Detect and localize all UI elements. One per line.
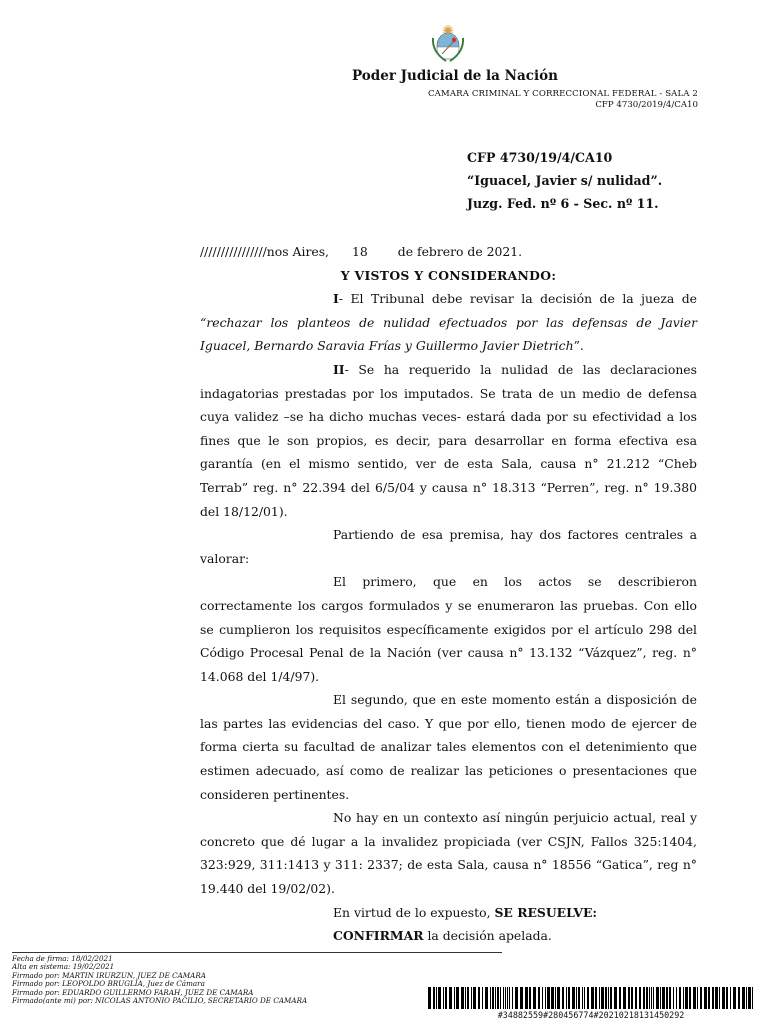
date-prefix: ////////////////nos Aires,: [200, 244, 329, 259]
signature-line: Alta en sistema: 19/02/2021: [12, 962, 115, 972]
signature-line: Firmado(ante mi) por: NICOLAS ANTONIO PACILIO, SECRETARIO DE CAMARA: [12, 996, 308, 1006]
paragraph-2: II- Se ha requerido la nulidad de las declaraciones indagatorias prestadas por los imputados. Se trata de un medio de defensa cuya validez –se ha dicho muchas veces- estará dada por su efectividad a los fines que le son propios, es decir, para desarrollar en forma efectiva esa garantía (en el mismo sentido, ver de esta Sala, causa n° 21.212 “Cheb Terrab” reg. n° 22.394 del 6/5/04 y causa n° 18.313 “Perren”, reg. n° 19.380 del 18/12/01).: [200, 361, 697, 519]
signature-line: Firmado por: MARTIN IRURZUN, JUEZ DE CAMARA: [12, 970, 206, 980]
paragraph-1-number: I: [333, 291, 339, 307]
footer-divider: [12, 952, 502, 953]
date-day: 18: [352, 244, 368, 259]
resolution-line: En virtud de lo expuesto, SE RESUELVE:: [333, 904, 598, 920]
document-body: [200, 240, 697, 948]
coat-of-arms-icon: [428, 24, 468, 64]
signature-line: Firmado por: LEOPOLDO BRUGLIA, Juez de Cámara: [12, 979, 205, 989]
resolves-label: SE RESUELVE:: [494, 904, 598, 920]
case-reference: CFP 4730/2019/4/CA10: [595, 100, 698, 110]
date-line: [200, 240, 697, 264]
paragraph-6: No hay en un contexto así ningún perjuicio actual, real y concreto que dé lugar a la invalidez propiciada (ver CSJN, Fallos 325:1404, 323:929, 311:1413 y 311: 2337; de esta Sala, causa n° 18556 “Gatica”, reg n° 19.440 del 19/02/02).: [200, 810, 697, 897]
confirm-label: CONFIRMAR: [333, 928, 424, 944]
paragraph-5: El segundo, que en este momento están a disposición de las partes las evidencias del caso. Y que por ello, tienen modo de ejercer de forma cierta su facultad de analizar tales elementos con el detenimiento que estimen adecuado, así como de realizar las peticiones o presentaciones que consideren pertinentes.: [200, 692, 697, 802]
signature-line: Firmado por: EDUARDO GUILLERMO FARAH, JUEZ DE CAMARA: [12, 987, 254, 997]
ruling-line: CONFIRMAR la decisión apelada.: [333, 928, 552, 944]
paragraph-2-number: II: [333, 361, 345, 377]
date-rest: de febrero de 2021.: [397, 244, 523, 259]
court-line: Juzg. Fed. nº 6 - Sec. nº 11.: [467, 196, 659, 211]
barcode-number: #34882559#280456774#20210218131450292: [497, 1010, 685, 1020]
signature-block: [12, 955, 307, 1005]
paragraph-3: Partiendo de esa premisa, hay dos factores centrales a valorar:: [200, 527, 697, 566]
quoted-decision: “rechazar los planteos de nulidad efectuados por las defensas de Javier Iguacel, Bernardo Saravia Frías y Guillermo Javier Dietrich: [200, 314, 697, 354]
signature-line: Fecha de firma: 18/02/2021: [12, 954, 113, 963]
case-title: “Iguacel, Javier s/ nulidad”.: [467, 173, 663, 188]
case-number: CFP 4730/19/4/CA10: [467, 150, 613, 165]
section-heading: Y VISTOS Y CONSIDERANDO:: [340, 267, 557, 283]
barcode-icon: [428, 987, 754, 1009]
paragraph-4: El primero, que en los actos se describieron correctamente los cargos formulados y se enumeraron las pruebas. Con ello se cumplieron los requisitos específicamente exigidos por el artículo 298 del Código Procesal Penal de la Nación (ver causa n° 13.132 “Vázquez”, reg. n° 14.068 del 1/4/97).: [200, 574, 697, 684]
paragraph-1: I- El Tribunal debe revisar la decisión de la jueza de “rechazar los planteos de nulidad efectuados por las defensas de Javier Iguacel, Bernardo Saravia Frías y Guillermo Javier Dietrich”.: [200, 291, 697, 354]
court-name: CAMARA CRIMINAL Y CORRECCIONAL FEDERAL - SALA 2: [427, 89, 698, 99]
org-title: Poder Judicial de la Nación: [352, 68, 558, 84]
